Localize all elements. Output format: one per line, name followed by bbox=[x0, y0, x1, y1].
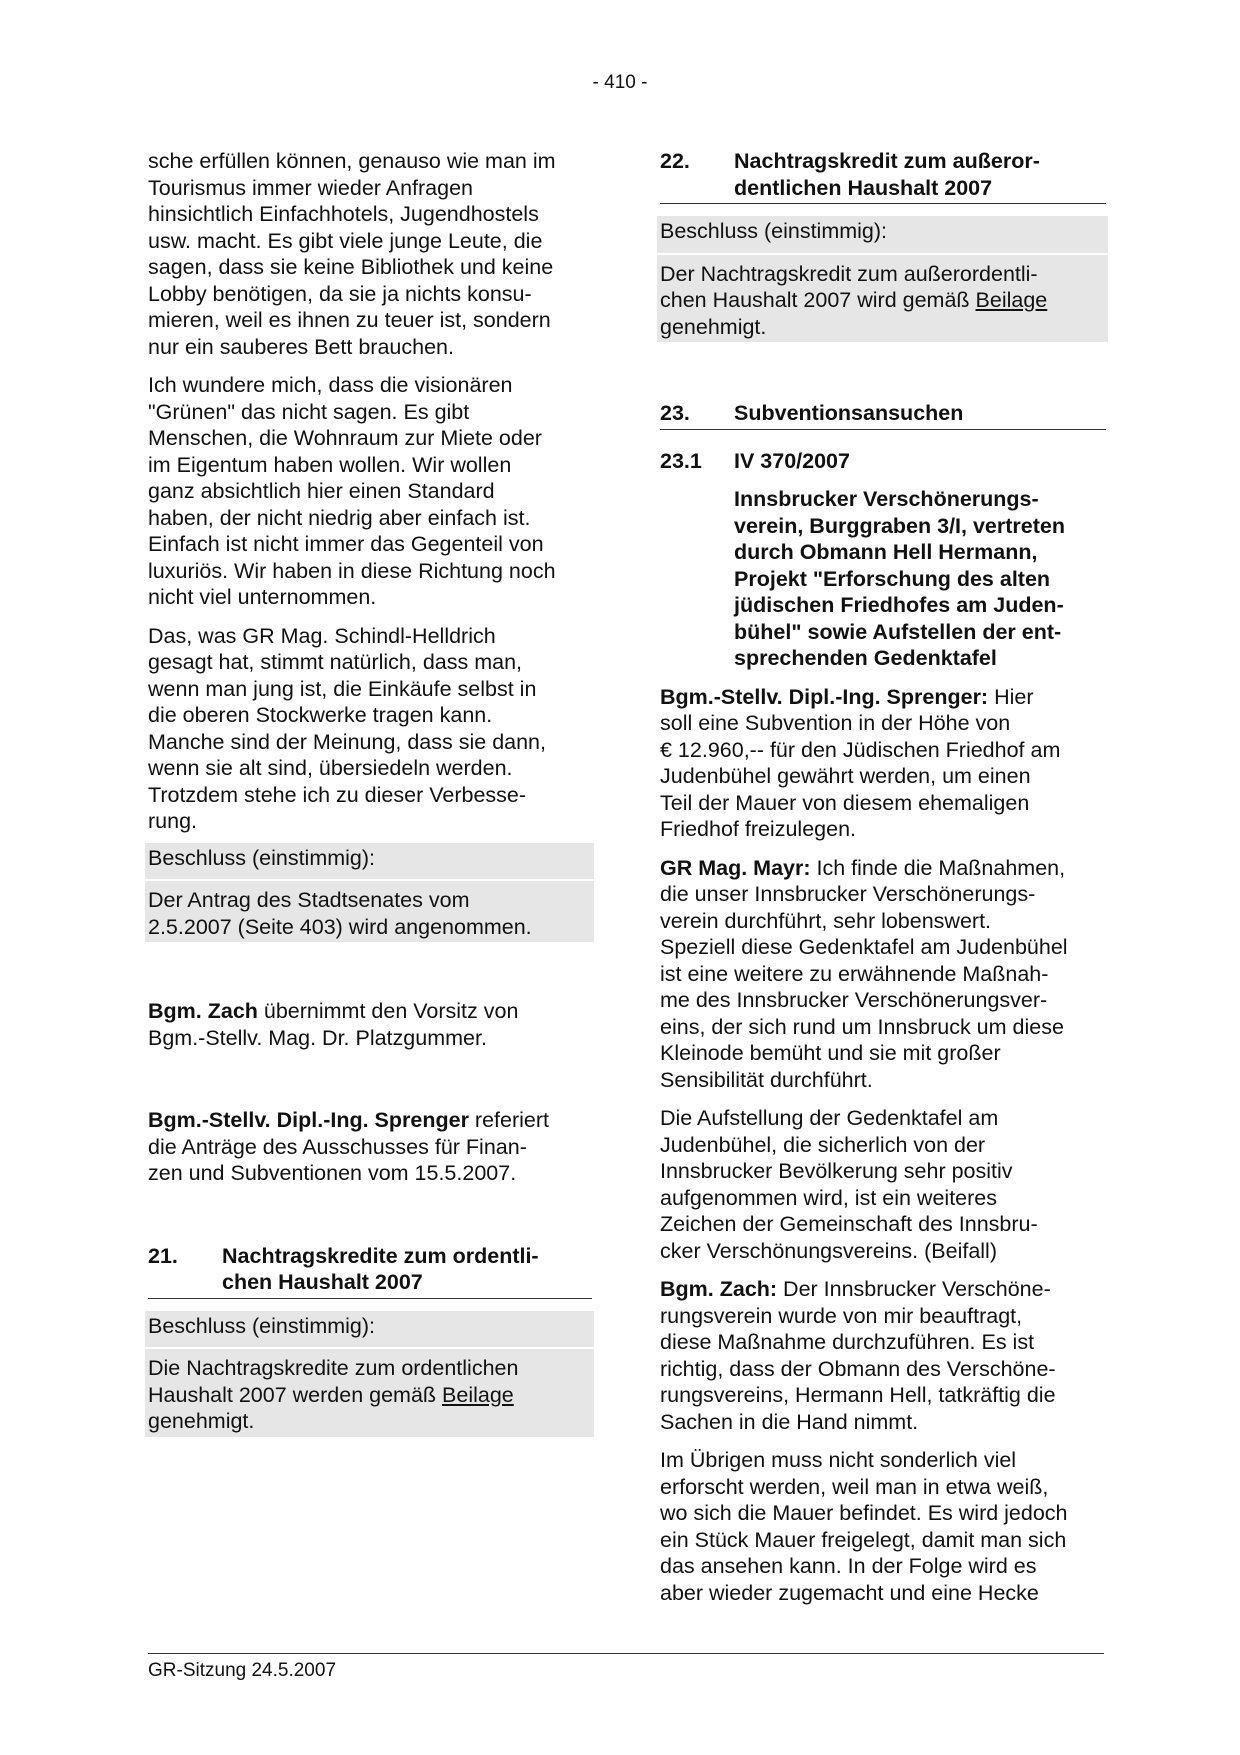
text-line: rungsvereins, Hermann Hell, tatkräftig die bbox=[660, 1383, 1056, 1407]
item-number: 22. bbox=[660, 149, 690, 173]
text-line bbox=[660, 855, 1104, 882]
text-line: Bgm.-Stellv. Mag. Dr. Platzgummer. bbox=[148, 1025, 487, 1050]
item-number: 23.1 bbox=[660, 448, 702, 473]
text-line: nicht viel unternommen. bbox=[148, 585, 377, 609]
decision-text-line bbox=[148, 1382, 591, 1409]
text-line: Im Übrigen muss nicht sonderlich viel bbox=[660, 1448, 1017, 1472]
subject-line: bühel" sowie Aufstellen der ent- bbox=[734, 619, 1062, 644]
text-line: rungsverein wurde von mir beauftragt, bbox=[660, 1303, 1023, 1328]
subject-line: Projekt "Erforschung des alten bbox=[734, 566, 1051, 591]
text-line: aber wieder zugemacht und eine Hecke bbox=[660, 1580, 1039, 1605]
text-line: diese Maßnahme durchzuführen. Es ist bbox=[660, 1330, 1035, 1354]
title-line: dentlichen Haushalt 2007 bbox=[734, 175, 993, 200]
paragraph-tourism bbox=[148, 148, 590, 360]
beilage-link[interactable]: Beilage bbox=[975, 288, 1048, 312]
item-number: 23. bbox=[660, 401, 690, 425]
text-line: mieren, weil es ihnen zu teuer ist, sondern bbox=[148, 308, 551, 332]
speaker-name: Bgm.-Stellv. Dipl.-Ing. Sprenger: bbox=[660, 684, 989, 709]
text-line: Teil der Mauer von diesem ehemaligen bbox=[660, 790, 1030, 815]
text-line: usw. macht. Es gibt viele junge Leute, die bbox=[148, 228, 543, 253]
decision-label: Beschluss (einstimmig): bbox=[660, 219, 887, 243]
subject-line: durch Obmann Hell Hermann, bbox=[734, 540, 1038, 564]
text-line: verein durchführt, sehr lobenswert. bbox=[660, 908, 992, 933]
text-line: "Grünen" das nicht sagen. Es gibt bbox=[148, 399, 470, 424]
heading-item-23-1 bbox=[660, 448, 1104, 475]
paragraph-chair-change bbox=[148, 998, 590, 1051]
text-line: Judenbühel gewährt werden, um einen bbox=[660, 764, 1031, 788]
item-number: 21. bbox=[148, 1243, 178, 1268]
text-line: die oberen Stockwerke tragen kann. bbox=[148, 703, 493, 727]
decision-box-item-21 bbox=[145, 1311, 594, 1437]
text-line: wenn man jung ist, die Einkäufe selbst in bbox=[148, 676, 537, 701]
text-line: ganz absichtlich hier einen Standard bbox=[148, 479, 495, 503]
decision-text-line: Der Antrag des Stadtsenates vom bbox=[148, 888, 470, 912]
text-line: Trotzdem stehe ich zu dieser Verbesse- bbox=[148, 782, 527, 807]
text-fragment: referiert bbox=[468, 1108, 549, 1132]
text-line: Innsbrucker Bevölkerung sehr positiv bbox=[660, 1159, 1013, 1183]
text-fragment: Der Innsbrucker Verschöne- bbox=[777, 1277, 1051, 1301]
text-line bbox=[148, 998, 590, 1025]
paragraph-referent bbox=[148, 1107, 590, 1187]
decision-separator bbox=[145, 1347, 594, 1349]
subject-line: verein, Burggraben 3/I, vertreten bbox=[734, 513, 1065, 538]
text-line: gesagt hat, stimmt natürlich, dass man, bbox=[148, 650, 523, 674]
paragraph-sprenger bbox=[660, 684, 1104, 843]
text-line: Die Aufstellung der Gedenktafel am bbox=[660, 1106, 999, 1130]
item-23-1-subject bbox=[734, 486, 1104, 672]
text-line: Kleinode bemüht und sie mit großer bbox=[660, 1041, 1001, 1065]
text-line: die unser Innsbrucker Verschönerungs- bbox=[660, 882, 1036, 906]
text-line: aufgenommen wird, ist ein weiteres bbox=[660, 1185, 997, 1210]
decision-separator bbox=[145, 879, 594, 881]
decision-text-line: Die Nachtragskredite zum ordentlichen bbox=[148, 1356, 519, 1380]
decision-separator bbox=[657, 253, 1108, 255]
text-fragment: übernimmt den Vorsitz von bbox=[257, 999, 519, 1023]
text-line: erforscht werden, weil man in etwa weiß, bbox=[660, 1474, 1049, 1499]
heading-item-23 bbox=[660, 400, 1106, 430]
right-column bbox=[660, 148, 1104, 1618]
item-title bbox=[734, 148, 1106, 201]
text-line: hinsichtlich Einfachhotels, Jugendhostels bbox=[148, 202, 539, 226]
text-line: Friedhof freizulegen. bbox=[660, 817, 856, 841]
beilage-link[interactable]: Beilage bbox=[442, 1382, 514, 1407]
subject-line: Innsbrucker Verschönerungs- bbox=[734, 487, 1039, 511]
paragraph-mayr bbox=[660, 855, 1104, 1094]
decision-text-line: genehmigt. bbox=[660, 314, 767, 339]
text-line: Sensibilität durchführt. bbox=[660, 1067, 873, 1092]
text-line: me des Innsbrucker Verschönerungsver- bbox=[660, 988, 1048, 1012]
text-line: Judenbühel, die sicherlich von der bbox=[660, 1132, 986, 1157]
text-line: Das, was GR Mag. Schindl-Helldrich bbox=[148, 623, 496, 648]
text-line: Ich wundere mich, dass die visionären bbox=[148, 373, 513, 397]
text-line bbox=[660, 1276, 1104, 1303]
heading-item-21 bbox=[148, 1243, 592, 1299]
text-line: Manche sind der Meinung, dass sie dann, bbox=[148, 729, 546, 754]
text-fragment: chen Haushalt 2007 wird gemäß bbox=[660, 288, 976, 312]
paragraph-gruene bbox=[148, 372, 590, 611]
paragraph-mauer bbox=[660, 1447, 1104, 1606]
text-fragment: Hier bbox=[988, 684, 1034, 709]
text-line: Menschen, die Wohnraum zur Miete oder bbox=[148, 426, 542, 450]
decision-box-stadtsenat bbox=[145, 843, 594, 943]
text-fragment: Ich finde die Maßnahmen, bbox=[810, 855, 1066, 880]
page-number: - 410 - bbox=[592, 72, 648, 93]
decision-box-item-22 bbox=[657, 216, 1108, 342]
text-fragment: Haushalt 2007 werden gemäß bbox=[148, 1382, 443, 1407]
title-line: Nachtragskredit zum außeror- bbox=[734, 149, 1040, 173]
heading-item-22 bbox=[660, 148, 1106, 204]
subject-line: jüdischen Friedhofes am Juden- bbox=[734, 593, 1064, 617]
decision-text-line bbox=[660, 287, 1105, 314]
text-line bbox=[660, 684, 1104, 711]
text-line: wo sich die Mauer befindet. Es wird jedoch bbox=[660, 1501, 1068, 1525]
decision-label: Beschluss (einstimmig): bbox=[148, 845, 375, 870]
paragraph-schindl bbox=[148, 623, 590, 835]
text-line: ist eine weitere zu erwähnende Maßnah- bbox=[660, 961, 1049, 986]
decision-label: Beschluss (einstimmig): bbox=[148, 1313, 375, 1338]
text-line: Lobby benötigen, da sie ja nichts konsu- bbox=[148, 281, 532, 306]
speaker-name: Bgm. Zach: bbox=[660, 1277, 778, 1301]
paragraph-gedenktafel bbox=[660, 1105, 1104, 1264]
text-line: haben, der nicht niedrig aber einfach ist. bbox=[148, 505, 531, 530]
text-line: Zeichen der Gemeinschaft des Innsbru- bbox=[660, 1212, 1038, 1236]
text-line: ein Stück Mauer freigelegt, damit man sich bbox=[660, 1527, 1067, 1552]
text-line: Speziell diese Gedenktafel am Judenbühel bbox=[660, 935, 1068, 959]
text-line bbox=[148, 1107, 590, 1134]
item-title: Subventionsansuchen bbox=[734, 401, 964, 425]
text-line: wenn sie alt sind, übersiedeln werden. bbox=[148, 756, 513, 780]
decision-text-line: genehmigt. bbox=[148, 1409, 255, 1433]
footer-divider bbox=[148, 1653, 1104, 1654]
footer-session-date: GR-Sitzung 24.5.2007 bbox=[148, 1660, 337, 1681]
subject-line: sprechenden Gedenktafel bbox=[734, 646, 997, 670]
text-line: sche erfüllen können, genauso wie man im bbox=[148, 149, 556, 173]
text-line: eins, der sich rund um Innsbruck um diese bbox=[660, 1014, 1064, 1039]
text-line: Sachen in die Hand nimmt. bbox=[660, 1409, 919, 1434]
text-line: nur ein sauberes Bett brauchen. bbox=[148, 334, 454, 359]
title-line: chen Haushalt 2007 bbox=[222, 1270, 423, 1294]
text-line: soll eine Subvention in der Höhe von bbox=[660, 711, 1011, 735]
text-line: € 12.960,-- für den Jüdischen Friedhof am bbox=[660, 737, 1061, 762]
item-title bbox=[222, 1243, 592, 1296]
text-line: sagen, dass sie keine Bibliothek und keine bbox=[148, 255, 554, 279]
item-title: IV 370/2007 bbox=[734, 448, 850, 473]
text-line: im Eigentum haben wollen. Wir wollen bbox=[148, 452, 512, 477]
speaker-name: Bgm. Zach bbox=[148, 999, 258, 1023]
text-line: cker Verschönungsvereins. (Beifall) bbox=[660, 1238, 997, 1263]
decision-text-line: 2.5.2007 (Seite 403) wird angenommen. bbox=[148, 914, 532, 939]
left-column bbox=[148, 148, 590, 1437]
paragraph-zach bbox=[660, 1276, 1104, 1435]
text-line: luxuriös. Wir haben in diese Richtung noch bbox=[148, 558, 556, 583]
text-line: zen und Subventionen vom 15.5.2007. bbox=[148, 1161, 517, 1185]
decision-text-line: Der Nachtragskredit zum außerordentli- bbox=[660, 261, 1038, 286]
speaker-name: Bgm.-Stellv. Dipl.-Ing. Sprenger bbox=[148, 1108, 469, 1132]
speaker-name: GR Mag. Mayr: bbox=[660, 855, 811, 880]
text-line: das ansehen kann. In der Folge wird es bbox=[660, 1554, 1037, 1578]
title-line: Nachtragskredite zum ordentli- bbox=[222, 1243, 539, 1268]
text-line: Einfach ist nicht immer das Gegenteil von bbox=[148, 532, 544, 556]
text-line: Tourismus immer wieder Anfragen bbox=[148, 175, 474, 200]
text-line: die Anträge des Ausschusses für Finan- bbox=[148, 1134, 527, 1159]
text-line: rung. bbox=[148, 809, 198, 833]
text-line: richtig, dass der Obmann des Verschöne- bbox=[660, 1356, 1056, 1381]
